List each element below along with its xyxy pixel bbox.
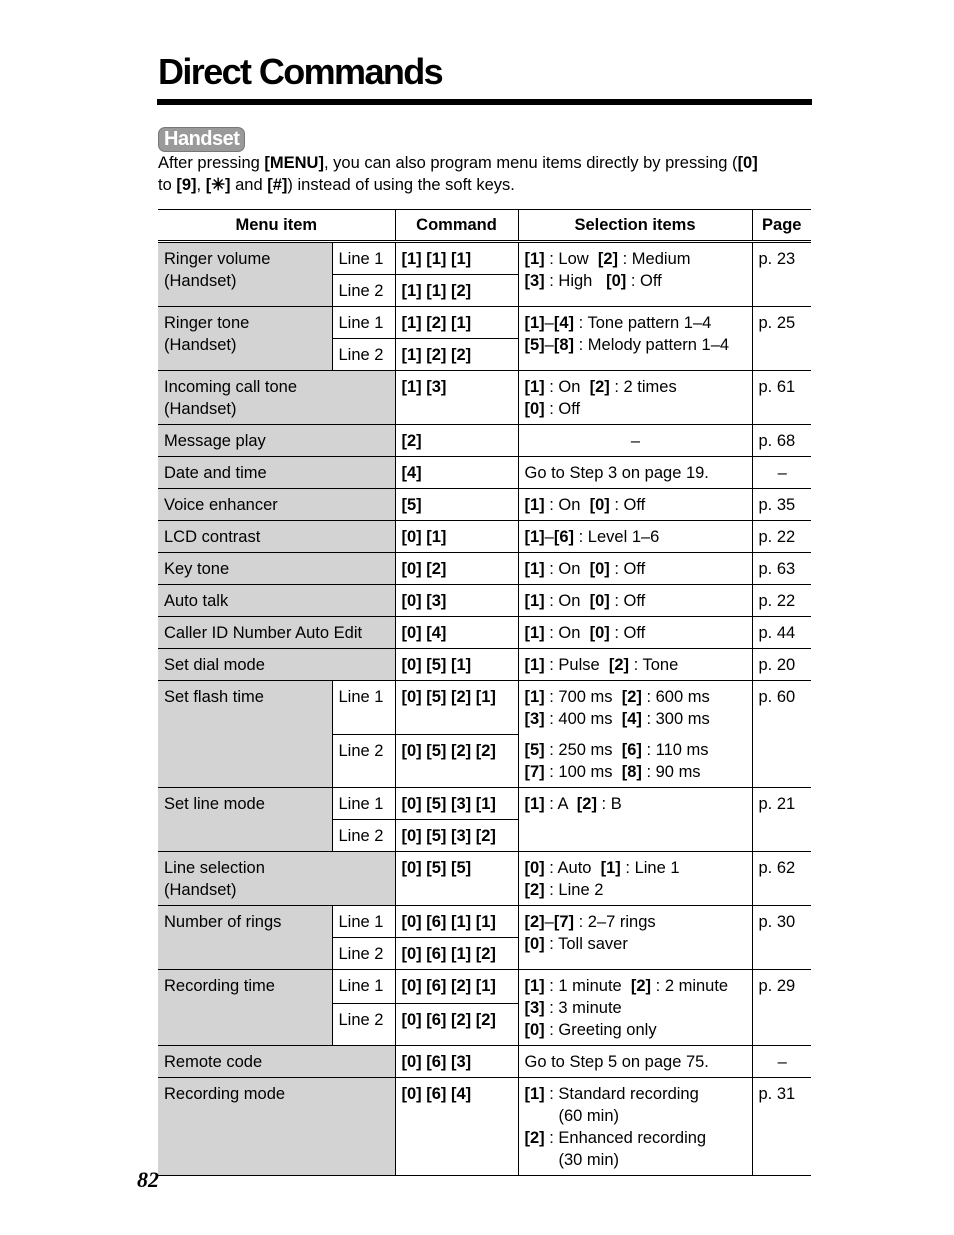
selection-items <box>518 585 752 617</box>
selection-items <box>518 521 752 553</box>
option-text: : Enhanced recording <box>544 1129 707 1147</box>
option-text: : Toll saver <box>544 935 628 953</box>
key-code: [1] <box>524 592 545 610</box>
line-label: Line 2 <box>332 339 395 371</box>
key-code: [0] <box>589 592 610 610</box>
command-code: [0] [6] [4] <box>395 1078 518 1176</box>
selection-items <box>518 553 752 585</box>
option-text: : Greeting only <box>544 1021 657 1039</box>
header-command: Command <box>395 210 518 242</box>
key-code: [2] <box>608 656 630 674</box>
command-code: [1] [2] [2] <box>395 339 518 371</box>
key-code: [0] <box>589 624 610 642</box>
line-label: Line 2 <box>332 275 395 307</box>
option-text: : 300 ms <box>641 710 710 728</box>
command-code: [0] [2] <box>395 553 518 585</box>
page-ref: p. 22 <box>752 585 811 617</box>
page-ref: p. 35 <box>752 489 811 521</box>
key-code: [6] <box>553 528 575 546</box>
key-code: [3] <box>524 710 545 728</box>
table-row <box>158 585 811 617</box>
key-code: [2] <box>630 977 652 995</box>
command-code: [0] [6] [1] [2] <box>395 938 518 970</box>
selection-items <box>518 242 752 307</box>
key-code: [1] <box>524 688 545 706</box>
command-code: [5] <box>395 489 518 521</box>
option-text: : Off <box>609 624 646 642</box>
table-row <box>158 489 811 521</box>
selection-items <box>518 307 752 371</box>
table-row <box>158 852 811 906</box>
page-title: Direct Commands <box>158 51 443 92</box>
option-text: (60 min) <box>558 1107 620 1125</box>
table-row <box>158 906 811 938</box>
command-code: [0] [6] [1] [1] <box>395 906 518 938</box>
page-ref: p. 23 <box>752 242 811 307</box>
key-code: [2] <box>576 795 597 813</box>
key-code: [0] <box>524 859 545 877</box>
selection-line <box>525 933 747 955</box>
menu-item-remote-code: Remote code <box>158 1046 395 1078</box>
option-text: : On <box>544 378 590 396</box>
selection-line <box>525 590 747 612</box>
key-code: [1] <box>524 977 545 995</box>
option-text: : On <box>544 496 590 514</box>
selection-line <box>525 494 747 516</box>
selection-items <box>518 489 752 521</box>
key-code: [2] <box>524 881 545 899</box>
option-text: : Off <box>626 272 662 290</box>
menu-item-recording-mode: Recording mode <box>158 1078 395 1176</box>
key-code: [2] <box>621 688 642 706</box>
key-code: [0] <box>524 935 545 953</box>
line-label: Line 2 <box>332 734 395 788</box>
table-row <box>158 242 811 275</box>
command-code: [0] [5] [5] <box>395 852 518 906</box>
line-label: Line 1 <box>332 788 395 820</box>
page-ref: p. 20 <box>752 649 811 681</box>
table-row <box>158 307 811 339</box>
option-text: : Medium <box>618 250 691 268</box>
line-label: Line 1 <box>332 970 395 1004</box>
menu-item-line-selection: Line selection (Handset) <box>158 852 395 906</box>
selection-line <box>525 911 747 933</box>
selection-line <box>525 526 747 548</box>
table-row <box>158 371 811 425</box>
command-code: [0] [5] [1] <box>395 649 518 681</box>
key-code: [1] <box>524 560 545 578</box>
option-text: : 1 minute <box>544 977 631 995</box>
option-text: : Low <box>544 250 598 268</box>
key-code: [2] <box>597 250 619 268</box>
option-text: – <box>544 314 554 332</box>
selection-line <box>525 376 747 398</box>
intro-text: After pressing [MENU], you can also program menu items directly by pressing ([0] to [9], [✳] and [#]) instead of using the soft keys. <box>158 154 758 194</box>
selection-line <box>525 857 747 879</box>
page-ref: p. 30 <box>752 906 811 970</box>
selection-items <box>518 617 752 649</box>
key-code: [6] <box>621 741 642 759</box>
key-code: [1] <box>524 656 545 674</box>
option-text: : 2–7 rings <box>574 913 656 931</box>
key-code: [1] <box>524 624 545 642</box>
line-label: Line 1 <box>332 681 395 735</box>
key-code: [1] <box>524 496 545 514</box>
selection-line <box>525 622 747 644</box>
menu-item-date-and-time: Date and time <box>158 457 395 489</box>
option-text: : Tone pattern 1–4 <box>574 314 712 332</box>
key-code: [3] <box>524 999 545 1017</box>
option-text: : Off <box>609 560 646 578</box>
selection-items: – <box>518 425 752 457</box>
option-text: : 2 times <box>609 378 677 396</box>
line-label: Line 2 <box>332 938 395 970</box>
title-rule <box>157 99 812 105</box>
table-row <box>158 1046 811 1078</box>
command-code: [1] [3] <box>395 371 518 425</box>
command-code: [0] [3] <box>395 585 518 617</box>
command-code: [4] <box>395 457 518 489</box>
option-text: : B <box>596 795 622 813</box>
line-label: Line 1 <box>332 906 395 938</box>
key-code: [0] <box>524 1021 545 1039</box>
header-menu-item: Menu item <box>158 210 395 242</box>
key-code: [0] <box>606 272 627 290</box>
table-row <box>158 457 811 489</box>
selection-line <box>525 398 747 420</box>
option-text: : 600 ms <box>641 688 710 706</box>
selection-line <box>525 1083 747 1105</box>
table-row <box>158 553 811 585</box>
option-text: (30 min) <box>558 1151 620 1169</box>
key-code: [1] <box>524 378 545 396</box>
selection-items <box>518 1078 752 1176</box>
selection-line <box>525 739 747 761</box>
table-row <box>158 617 811 649</box>
key-code: [5] <box>524 336 545 354</box>
table-row <box>158 649 811 681</box>
selection-line <box>525 793 747 815</box>
menu-item-set-line-mode: Set line mode <box>158 788 332 852</box>
command-code: [0] [5] [2] [1] <box>395 681 518 735</box>
key-code: [4] <box>621 710 642 728</box>
table-row <box>158 521 811 553</box>
page-ref: p. 68 <box>752 425 811 457</box>
command-code: [1] [2] [1] <box>395 307 518 339</box>
option-text: : Auto <box>544 859 601 877</box>
option-text: : Line 1 <box>620 859 680 877</box>
key-code: [0] <box>524 400 545 418</box>
key-code: [7] <box>524 763 545 781</box>
page-ref: p. 62 <box>752 852 811 906</box>
command-code: [1] [1] [1] <box>395 242 518 275</box>
line-label: Line 1 <box>332 307 395 339</box>
key-code: [1] <box>524 795 545 813</box>
selection-line <box>525 558 747 580</box>
command-code: [0] [6] [3] <box>395 1046 518 1078</box>
page-ref: p. 22 <box>752 521 811 553</box>
key-code: [0] <box>589 560 610 578</box>
table-row <box>158 425 811 457</box>
menu-item-caller-id-auto-edit: Caller ID Number Auto Edit <box>158 617 395 649</box>
option-text: – <box>544 528 554 546</box>
selection-line <box>525 686 747 708</box>
option-text: : 250 ms <box>544 741 622 759</box>
page-ref: p. 29 <box>752 970 811 1046</box>
page-ref: p. 21 <box>752 788 811 852</box>
option-text: : 400 ms <box>544 710 622 728</box>
page-ref: p. 63 <box>752 553 811 585</box>
selection-items <box>518 970 752 1046</box>
page-ref: p. 44 <box>752 617 811 649</box>
table-row <box>158 681 811 735</box>
selection-line <box>525 270 747 292</box>
menu-item-ringer-tone: Ringer tone (Handset) <box>158 307 332 371</box>
option-text: : Off <box>544 400 581 418</box>
key-code: [1] <box>524 1085 545 1103</box>
header-page: Page <box>752 210 811 242</box>
option-text: : 700 ms <box>544 688 622 706</box>
option-text: : 110 ms <box>641 741 709 759</box>
key-code: [3] <box>524 272 545 290</box>
command-code: [0] [4] <box>395 617 518 649</box>
table-header-row <box>158 210 811 242</box>
selection-items <box>518 906 752 970</box>
page-number: 82 <box>137 1167 159 1192</box>
menu-item-key-tone: Key tone <box>158 553 395 585</box>
key-code: [1] <box>600 859 621 877</box>
option-text: : 90 ms <box>641 763 701 781</box>
selection-line <box>525 334 747 356</box>
option-text: : 3 minute <box>544 999 622 1017</box>
page-ref: p. 60 <box>752 681 811 788</box>
selection-line <box>525 975 747 997</box>
option-text: : On <box>544 592 590 610</box>
option-text: : 100 ms <box>544 763 622 781</box>
key-code: [2] <box>589 378 610 396</box>
key-code: [0] <box>589 496 610 514</box>
selection-line <box>525 708 747 730</box>
header-selection-items: Selection items <box>518 210 752 242</box>
option-text: : On <box>544 560 590 578</box>
selection-items <box>518 852 752 906</box>
selection-line <box>525 248 747 270</box>
key-code: [2] <box>524 1129 545 1147</box>
key-code: [7] <box>553 913 575 931</box>
page-ref: – <box>752 457 811 489</box>
option-text: : Off <box>609 496 646 514</box>
section-badge: Handset <box>158 127 245 152</box>
option-text: : A <box>544 795 577 813</box>
option-text: : 2 minute <box>651 977 729 995</box>
page-ref: p. 61 <box>752 371 811 425</box>
command-code: [1] [1] [2] <box>395 275 518 307</box>
selection-items <box>518 681 752 735</box>
selection-line <box>525 1105 747 1127</box>
menu-item-recording-time: Recording time <box>158 970 332 1046</box>
page-ref: p. 25 <box>752 307 811 371</box>
selection-items: Go to Step 3 on page 19. <box>518 457 752 489</box>
selection-items <box>518 371 752 425</box>
selection-line <box>525 654 747 676</box>
option-text: – <box>544 913 554 931</box>
selection-line <box>525 997 747 1019</box>
selection-items <box>518 649 752 681</box>
option-text: : Melody pattern 1–4 <box>574 336 730 354</box>
option-text: : High <box>544 272 607 290</box>
menu-item-message-play: Message play <box>158 425 395 457</box>
option-text: : Level 1–6 <box>574 528 660 546</box>
key-code: [1] <box>524 314 545 332</box>
page-ref: – <box>752 1046 811 1078</box>
menu-item-set-flash-time: Set flash time <box>158 681 332 788</box>
key-code: [5] <box>524 741 545 759</box>
command-code: [0] [6] [2] [2] <box>395 1004 518 1046</box>
command-code: [0] [5] [2] [2] <box>395 734 518 788</box>
command-code: [0] [6] [2] [1] <box>395 970 518 1004</box>
selection-line <box>525 761 747 783</box>
menu-item-voice-enhancer: Voice enhancer <box>158 489 395 521</box>
option-text: : Tone <box>629 656 679 674</box>
menu-item-incoming-call-tone: Incoming call tone (Handset) <box>158 371 395 425</box>
key-code: [8] <box>553 336 575 354</box>
command-code: [2] <box>395 425 518 457</box>
line-label: Line 1 <box>332 242 395 275</box>
selection-line <box>525 1019 747 1041</box>
option-text: : Line 2 <box>544 881 604 899</box>
command-code: [0] [1] <box>395 521 518 553</box>
selection-items <box>518 788 752 852</box>
option-text: : Off <box>609 592 646 610</box>
menu-item-ringer-volume: Ringer volume (Handset) <box>158 242 332 307</box>
menu-item-set-dial-mode: Set dial mode <box>158 649 395 681</box>
page-ref: p. 31 <box>752 1078 811 1176</box>
command-code: [0] [5] [3] [2] <box>395 820 518 852</box>
menu-item-number-of-rings: Number of rings <box>158 906 332 970</box>
option-text: : On <box>544 624 590 642</box>
key-code: [1] <box>524 250 545 268</box>
table-row <box>158 970 811 1004</box>
selection-line <box>525 879 747 901</box>
table-row <box>158 788 811 820</box>
key-code: [2] <box>524 913 545 931</box>
command-code: [0] [5] [3] [1] <box>395 788 518 820</box>
menu-item-lcd-contrast: LCD contrast <box>158 521 395 553</box>
selection-line <box>525 1149 747 1171</box>
table-row <box>158 1078 811 1176</box>
line-label: Line 2 <box>332 820 395 852</box>
selection-line <box>525 312 747 334</box>
key-code: [4] <box>553 314 575 332</box>
selection-items <box>518 734 752 788</box>
direct-commands-table <box>158 209 811 1176</box>
line-label: Line 2 <box>332 1004 395 1046</box>
option-text: : Standard recording <box>544 1085 699 1103</box>
key-code: [1] <box>524 528 545 546</box>
menu-item-auto-talk: Auto talk <box>158 585 395 617</box>
selection-items: Go to Step 5 on page 75. <box>518 1046 752 1078</box>
selection-line <box>525 1127 747 1149</box>
option-text: – <box>544 336 554 354</box>
key-code: [8] <box>621 763 642 781</box>
option-text: : Pulse <box>544 656 609 674</box>
